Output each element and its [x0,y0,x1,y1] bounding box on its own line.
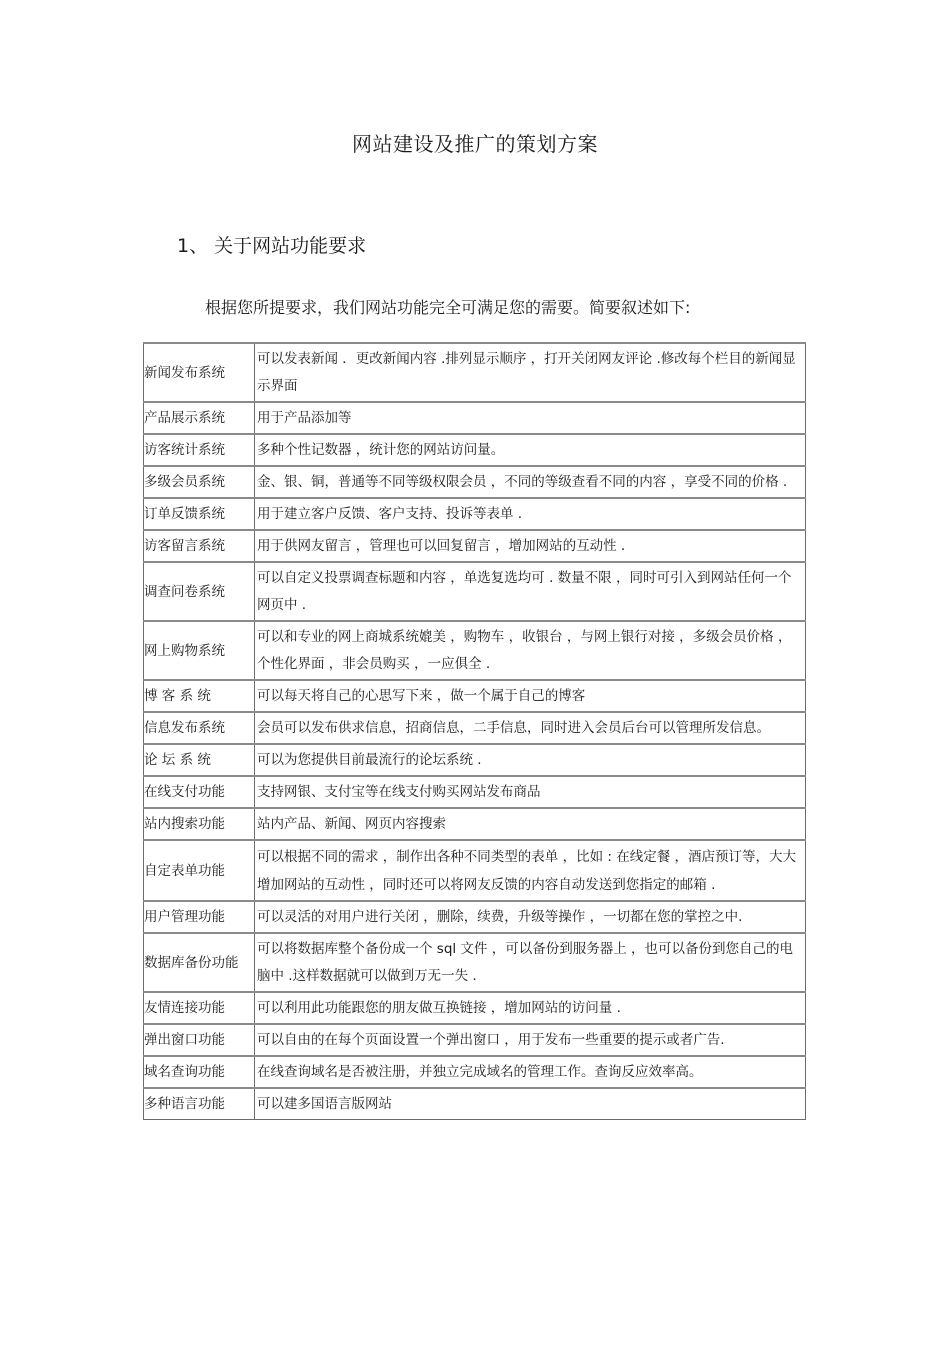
feature-description: 站内产品、新闻、网页内容搜索 [255,808,806,840]
feature-description: 可以根据不同的需求 ，制作出各种不同类型的表单 ，比如 : 在线定餐 ，酒店预订等，大大增加网站的互动性 ，同时还可以将网友反馈的内容自动发送到您指定的邮箱 . [255,840,806,901]
feature-name: 产品展示系统 [144,402,255,434]
table-row [144,680,806,712]
table-row [144,530,806,562]
feature-description: 可以自由的在每个页面设置一个弹出窗口 ，用于发布一些重要的提示或者广告. [255,1024,806,1056]
feature-name: 自定表单功能 [144,840,255,901]
feature-name: 网上购物系统 [144,621,255,680]
feature-description: 可以每天将自己的心思写下来 ，做一个属于自己的博客 [255,680,806,712]
table-row [144,744,806,776]
table-row [144,901,806,933]
table-row [144,498,806,530]
feature-description: 可以灵活的对用户进行关闭 ，删除，续费，升级等操作 ，一切都在您的掌控之中. [255,901,806,933]
feature-description: 可以自定义投票调查标题和内容 ，单选复选均可 . 数量不限 ，同时可引入到网站任何一个网页中 . [255,562,806,621]
table-row [144,562,806,621]
feature-name: 数据库备份功能 [144,933,255,992]
feature-name: 博 客 系 统 [144,680,255,712]
feature-description: 在线查询域名是否被注册，并独立完成域名的管理工作。查询反应效率高。 [255,1056,806,1088]
feature-description: 金、银、铜，普通等不同等级权限会员 ，不同的等级查看不同的内容 ，享受不同的价格 . [255,466,806,498]
feature-description: 会员可以发布供求信息，招商信息，二手信息，同时进入会员后台可以管理所发信息。 [255,712,806,744]
page-title: 网站建设及推广的策划方案 [352,132,598,156]
feature-description: 用于建立客户反馈、客户支持、投诉等表单 . [255,498,806,530]
feature-name: 论 坛 系 统 [144,744,255,776]
feature-description: 可以将数据库整个备份成一个 sql 文件 ，可以备份到服务器上 ，也可以备份到您自己的电脑中 .这样数据就可以做到万无一失 . [255,933,806,992]
feature-table [143,342,806,1120]
table-row [144,712,806,744]
feature-name: 新闻发布系统 [144,343,255,402]
section-heading: 1、 关于网站功能要求 [177,235,367,257]
feature-description: 用于供网友留言 ，管理也可以回复留言 ，增加网站的互动性 . [255,530,806,562]
feature-name: 站内搜索功能 [144,808,255,840]
table-row [144,402,806,434]
feature-name: 域名查询功能 [144,1056,255,1088]
feature-name: 调查问卷系统 [144,562,255,621]
table-row [144,808,806,840]
intro-paragraph: 根据您所提要求，我们网站功能完全可满足您的需要。简要叙述如下: [205,298,691,317]
feature-description: 可以利用此功能跟您的朋友做互换链接 ，增加网站的访问量 . [255,992,806,1024]
table-row [144,1056,806,1088]
table-row [144,1088,806,1120]
feature-description: 可以建多国语言版网站 [255,1088,806,1120]
feature-name: 用户管理功能 [144,901,255,933]
feature-name: 弹出窗口功能 [144,1024,255,1056]
feature-name: 订单反馈系统 [144,498,255,530]
table-row [144,434,806,466]
feature-name: 多种语言功能 [144,1088,255,1120]
table-row [144,621,806,680]
feature-description: 多种个性记数器 ，统计您的网站访问量。 [255,434,806,466]
table-row [144,840,806,901]
table-row [144,343,806,402]
feature-description: 支持网银、支付宝等在线支付购买网站发布商品 [255,776,806,808]
table-row [144,1024,806,1056]
feature-description: 用于产品添加等 [255,402,806,434]
feature-description: 可以为您提供目前最流行的论坛系统 . [255,744,806,776]
feature-name: 访客留言系统 [144,530,255,562]
table-row [144,992,806,1024]
feature-name: 在线支付功能 [144,776,255,808]
feature-name: 友情连接功能 [144,992,255,1024]
feature-name: 多级会员系统 [144,466,255,498]
feature-description: 可以发表新闻 ．更改新闻内容 .排列显示顺序 ，打开关闭网友评论 .修改每个栏目的新闻显示界面 [255,343,806,402]
feature-description: 可以和专业的网上商城系统媲美 ，购物车 ，收银台 ，与网上银行对接 ，多级会员价格 ，个性化界面 ，非会员购买 ，一应俱全 . [255,621,806,680]
table-row [144,933,806,992]
feature-name: 信息发布系统 [144,712,255,744]
feature-name: 访客统计系统 [144,434,255,466]
table-row [144,466,806,498]
table-row [144,776,806,808]
